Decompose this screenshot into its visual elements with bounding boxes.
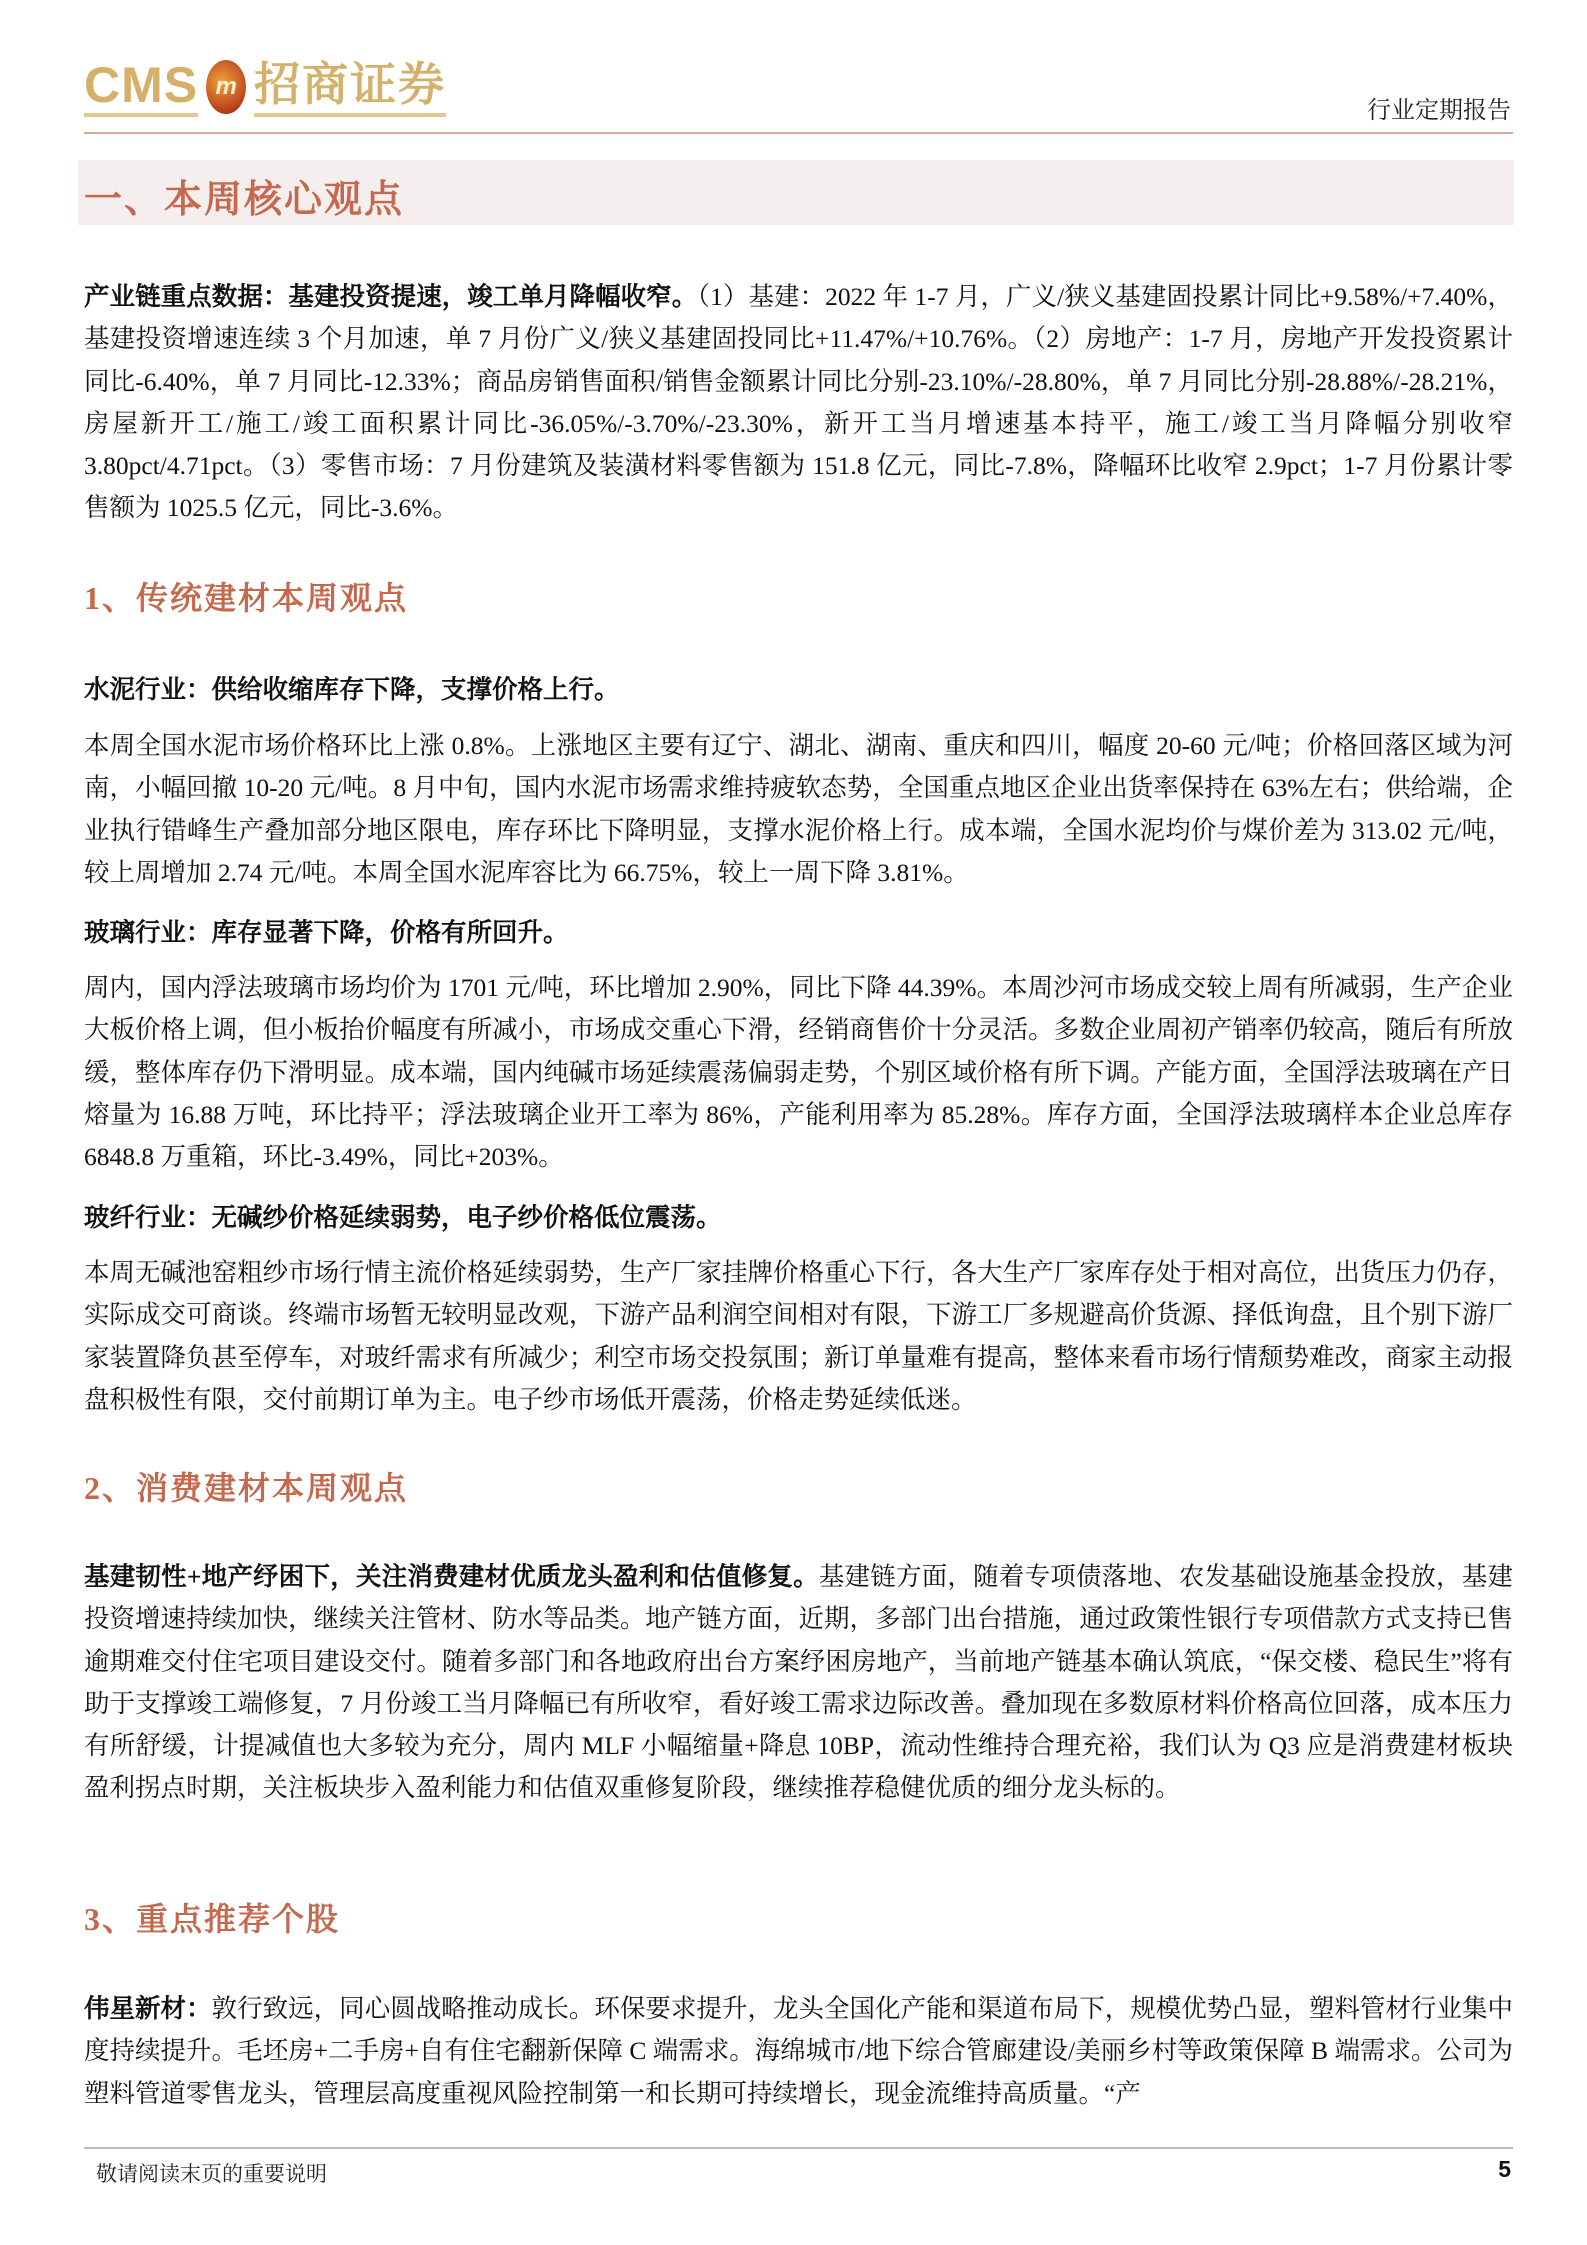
intro-paragraph — [84, 276, 1513, 530]
heading-stocks: 3、重点推荐个股 — [84, 1901, 341, 1937]
fiberglass-lead: 玻纤行业：无碱纱价格延续弱势，电子纱价格低位震荡。 — [84, 1203, 722, 1232]
consumer-paragraph — [84, 1556, 1513, 1810]
header-divider — [84, 132, 1513, 134]
cement-lead: 水泥行业：供给收缩库存下降，支撑价格上行。 — [84, 675, 620, 704]
logo-text-en: CMS — [84, 57, 198, 117]
footer-divider — [84, 2147, 1513, 2149]
consumer-lead: 基建韧性+地产纾困下，关注消费建材优质龙头盈利和估值修复。 — [84, 1562, 819, 1591]
glass-paragraph: 周内，国内浮法玻璃市场均价为 1701 元/吨，环比增加 2.90%，同比下降 44.39%。本周沙河市场成交较上周有所减弱，生产企业大板价格上调，但小板抬价幅度有所减小，市场成交重心下滑，经销商售价十分灵活。多数企业周初产销率仍较高，随后有所放缓，整体库存仍下滑明显。成本端，国内纯碱市场延续震荡偏弱走势，个别区域价格有所下调。产能方面，全国浮法玻璃在产日熔量为 16.88 万吨，环比持平；浮法玻璃企业开工率为 86%，产能利用率为 85.28%。库存方面，全国浮法玻璃样本企业总库存 6848.8 万重箱，环比-3.49%，同比+203%。 — [84, 973, 1513, 1172]
stock-text: 敦行致远，同心圆战略推动成长。环保要求提升，龙头全国化产能和渠道布局下，规模优势凸显，塑料管材行业集中度持续提升。毛坯房+二手房+自有住宅翻新保障 C 端需求。海绵城市/地下综合管廊建设/美丽乡村等政策保障 B 端需求。公司为塑料管道零售龙头，管理层高度重视风险控制第一和长期可持续增长，现金流维持高质量。“产 — [84, 1994, 1513, 2108]
page-number: 5 — [1498, 2156, 1511, 2182]
heading-traditional: 1、传统建材本周观点 — [84, 580, 409, 616]
document-type: 行业定期报告 — [1367, 98, 1511, 124]
consumer-text: 基建链方面，随着专项债落地、农发基础设施基金投放，基建投资增速持续加快，继续关注管材、防水等品类。地产链方面，近期，多部门出台措施，通过政策性银行专项借款方式支持已售逾期难交付住宅项目建设交付。随着多部门和各地政府出台方案纾困房地产，当前地产链基本确认筑底，“保交楼、稳民生”将有助于支撑竣工端修复，7 月份竣工当月降幅已有所收窄，看好竣工需求边际改善。叠加现在多数原材料价格高位回落，成本压力有所舒缓，计提减值也大多较为充分，周内 MLF 小幅缩量+降息 10BP，流动性维持合理充裕，我们认为 Q3 应是消费建材板块盈利拐点时期，关注板块步入盈利能力和估值双重修复阶段，继续推荐稳健优质的细分龙头标的。 — [84, 1562, 1513, 1803]
fiberglass-paragraph: 本周无碱池窑粗纱市场行情主流价格延续弱势，生产厂家挂牌价格重心下行，各大生产厂家库存处于相对高位，出货压力仍存，实际成交可商谈。终端市场暂无较明显改观，下游产品利润空间相对有限，下游工厂多规避高价货源、择低询盘，且个别下游厂家装置降负甚至停车，对玻纤需求有所减少；利空市场交投氛围；新订单量难有提高，整体来看市场行情颓势难改，商家主动报盘积极性有限，交付前期订单为主。电子纱市场低开震荡，价格走势延续低迷。 — [84, 1258, 1513, 1414]
heading-consumer: 2、消费建材本周观点 — [84, 1470, 409, 1506]
intro-text: （1）基建：2022 年 1-7 月，广义/狭义基建固投累计同比+9.58%/+7.40%，基建投资增速连续 3 个月加速，单 7 月份广义/狭义基建固投同比+11.47%/+10.76%。（2）房地产：1-7 月，房地产开发投资累计同比-6.40%，单 7 月同比-12.33%；商品房销售面积/销售金额累计同比分别-23.10%/-28.80%，单 7 月同比分别-28.88%/-28.21%，房屋新开工/施工/竣工面积累计同比-36.05%/-3.70%/-23.30%，新开工当月增速基本持平，施工/竣工当月降幅分别收窄 3.80pct/4.71pct。（3）零售市场：7 月份建筑及装潢材料零售额为 151.8 亿元，同比-7.8%，降幅环比收窄 2.9pct；1-7 月份累计零售额为 1025.5 亿元，同比-3.6%。 — [84, 282, 1513, 523]
section-title: 一、本周核心观点 — [84, 179, 405, 221]
cms-logo — [84, 52, 446, 122]
logo-emblem-icon: m — [206, 60, 246, 114]
intro-lead: 产业链重点数据：基建投资提速，竣工单月降幅收窄。 — [84, 282, 698, 311]
stock-paragraph — [84, 1988, 1513, 2115]
glass-lead: 玻璃行业：库存显著下降，价格有所回升。 — [84, 918, 569, 947]
footer-note: 敬请阅读末页的重要说明 — [96, 2162, 327, 2186]
cement-paragraph: 本周全国水泥市场价格环比上涨 0.8%。上涨地区主要有辽宁、湖北、湖南、重庆和四川，幅度 20-60 元/吨；价格回落区域为河南，小幅回撤 10-20 元/吨。8 月中旬，国内水泥市场需求维持疲软态势，全国重点地区企业出货率保持在 63%左右；供给端，企业执行错峰生产叠加部分地区限电，库存环比下降明显，支撑水泥价格上行。成本端，全国水泥均价与煤价差为 313.02 元/吨，较上周增加 2.74 元/吨。本周全国水泥库容比为 66.75%，较上一周下降 3.81%。 — [84, 731, 1513, 887]
stock-lead: 伟星新材： — [84, 1994, 212, 2023]
logo-text-cn: 招商证券 — [254, 57, 446, 117]
